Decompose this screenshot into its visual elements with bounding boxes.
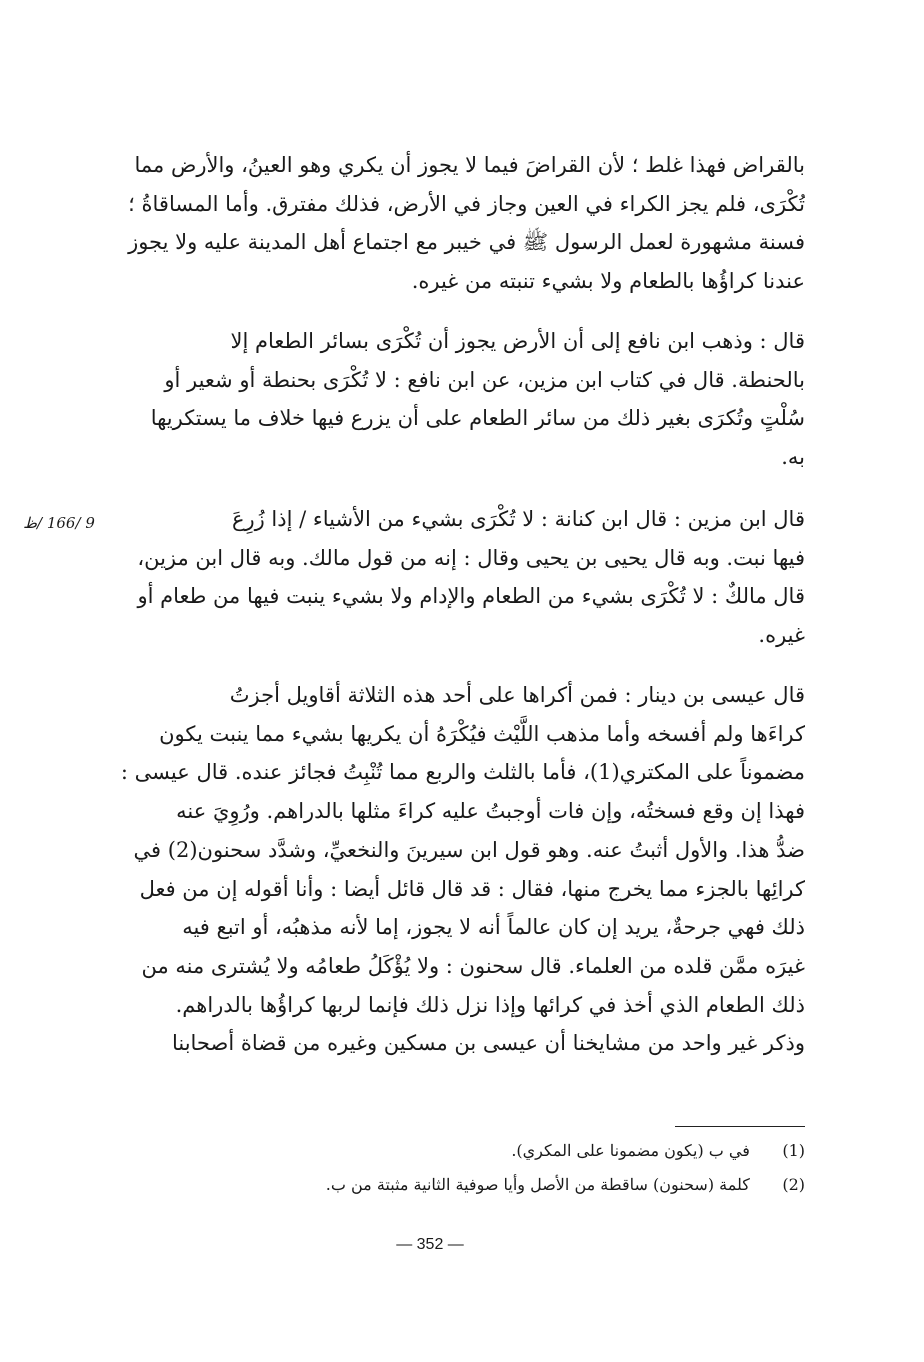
text-line: قال عيسى بن دينار : فمن أكراها على أحد هذه الثلاثة أقاويل أجزتُ [229, 683, 805, 707]
text-line: بالقراض فهذا غلط ؛ لأن القراضَ فيما لا يجوز أن يكري وهو العينُ، والأرض مما [134, 153, 805, 177]
text-line: فيها نبت. وبه قال يحيى بن يحيى وقال : إنه من قول مالك. وبه قال ابن مزين، [137, 545, 805, 570]
text-line: قال ابن مزين : قال ابن كنانة : لا تُكْرَى بشيء من الأشياء / إذا زُرِعَ [231, 507, 805, 531]
paragraph-1 [105, 146, 805, 301]
text-line: ذلك فهي جرحةٌ، يريد إن كان عالماً أنه لا يجوز، إما لأنه مذهبُه، أو اتبع فيه [182, 915, 805, 940]
page-number: — 352 — [396, 1236, 464, 1253]
text-line: بالحنطة. قال في كتاب ابن مزين، عن ابن نافع : لا تُكْرَى بحنطة أو شعير أو [164, 367, 805, 392]
text-line: به. [781, 445, 805, 470]
text-line: قال : وذهب ابن نافع إلى أن الأرض يجوز أن تُكْرَى بسائر الطعام إلا [230, 329, 805, 353]
text-line: ذلك الطعام الذي أخذ في كرائها وإذا نزل ذلك فإنما لربها كراؤُها بالدراهم. [175, 992, 805, 1017]
text-line: مضموناً على المكتري(1)، فأما بالثلث والربع مما تُنْبِتُ فجائز عنده. قال عيسى : [120, 760, 805, 785]
paragraph-4 [105, 676, 805, 1063]
footnote-text: كلمة (سحنون) ساقطة من الأصل وأيا صوفية الثانية مثبتة من ب. [325, 1175, 750, 1194]
text-line: كرائِها بالجزء مما يخرج منها، فقال : قد قال قائل أيضا : وأنا أقوله إن من فعل [139, 876, 805, 901]
footnote-divider [675, 1126, 805, 1127]
text-line: ضدُّ هذا. والأول أثبتُ عنه. وهو قول ابن سيرينَ والنخعيِّ، وشدَّد سحنون(2) في [133, 837, 805, 862]
text-line: عندنا كراؤُها بالطعام ولا بشيء تنبته من غيره. [411, 269, 805, 294]
text-line: فهذا إن وقع فسختُه، وإن فات أوجبتُ عليه كراءَ مثلها بالدراهم. ورُوِيَ عنه [176, 799, 805, 824]
text-line: سُلْتٍ وتُكرَى بغير ذلك من سائر الطعام على أن يزرع فيها خلاف ما يستكريها [150, 406, 805, 431]
footnote-number: (1) [782, 1141, 805, 1160]
text-line: كراءَها ولم أفسخه وأما مذهب اللَّيْث فيُكْرَهُ أن يكريها بشيء مما ينبت يكون [159, 721, 805, 746]
footnote-item [105, 1168, 805, 1202]
paragraph-2 [105, 322, 805, 477]
text-line: قال مالكٌ : لا تُكْرَى بشيء من الطعام والإدام ولا بشيء ينبت فيها من طعام أو [137, 584, 805, 609]
footnote-text: في ب (يكون مضمونا على المكري). [511, 1141, 750, 1160]
paragraph-3 [105, 500, 805, 655]
footnotes [105, 1134, 805, 1202]
text-line: غيرَه ممَّن قلده من العلماء. قال سحنون : ولا يُؤْكَلُ طعامُه ولا يُشترى منه من [141, 953, 805, 978]
text-line: فسنة مشهورة لعمل الرسول ﷺ في خيبر مع اجتماع أهل المدينة عليه ولا يجوز [128, 230, 805, 255]
text-line: غيره. [758, 623, 805, 648]
footnote-number: (2) [782, 1175, 805, 1194]
text-line: تُكْرَى، فلم يجز الكراء في العين وجاز في الأرض، فذلك مفترق. وأما المساقاةُ ؛ [128, 191, 805, 216]
footnote-item [105, 1134, 805, 1168]
text-line: وذكر غير واحد من مشايخنا أن عيسى بن مسكين وغيره من قضاة أصحابنا [171, 1031, 805, 1056]
manuscript-folio-reference: 9 /166 /ظ [23, 514, 95, 532]
